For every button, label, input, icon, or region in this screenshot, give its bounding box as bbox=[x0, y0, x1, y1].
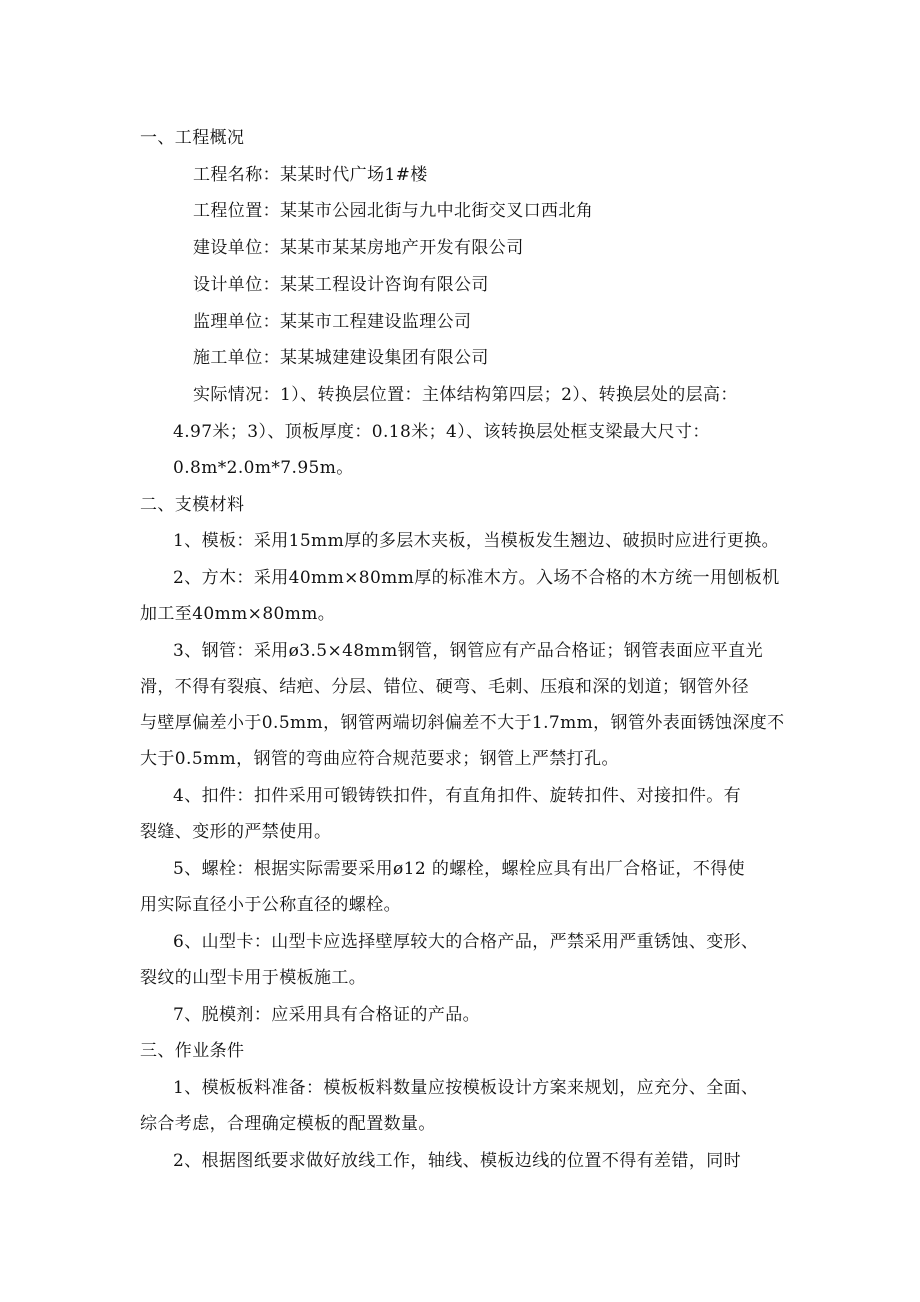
actual-situation-line-1: 实际情况：1）、转换层位置：主体结构第四层；2）、转换层处的层高： bbox=[193, 385, 738, 405]
actual-situation-line-3: 0.8m*2.0m*7.95m。 bbox=[173, 458, 354, 478]
client-unit: 建设单位：某某市某某房地产开发有限公司 bbox=[193, 238, 524, 258]
material-clamp-line-1: 6、山型卡：山型卡应选择壁厚较大的合格产品，严禁采用严重锈蚀、变形、 bbox=[173, 932, 759, 952]
project-name: 工程名称：某某时代广场1#楼 bbox=[193, 165, 428, 185]
actual-situation-line-2: 4.97米；3）、顶板厚度：0.18米；4）、该转换层处框支梁最大尺寸： bbox=[173, 422, 710, 442]
material-steel-pipe-line-2: 滑，不得有裂痕、结疤、分层、错位、硬弯、毛刺、压痕和深的划道；钢管外径 bbox=[140, 677, 749, 697]
design-unit: 设计单位：某某工程设计咨询有限公司 bbox=[193, 275, 489, 295]
supervision-unit: 监理单位：某某市工程建设监理公司 bbox=[193, 312, 472, 332]
material-timber-line-2: 加工至40mm×80mm。 bbox=[140, 604, 336, 624]
section-heading-2: 二、支模材料 bbox=[140, 495, 245, 515]
condition-formwork-prep-line-1: 1、模板板料准备：模板板料数量应按模板设计方案来规划，应充分、全面、 bbox=[173, 1078, 759, 1098]
condition-layout-line-1: 2、根据图纸要求做好放线工作，轴线、模板边线的位置不得有差错，同时 bbox=[173, 1151, 742, 1171]
material-clamp-line-2: 裂纹的山型卡用于模板施工。 bbox=[140, 968, 367, 988]
material-fastener-line-1: 4、扣件：扣件采用可锻铸铁扣件，有直角扣件、旋转扣件、对接扣件。有 bbox=[173, 786, 742, 806]
material-bolt-line-2: 用实际直径小于公称直径的螺栓。 bbox=[140, 895, 401, 915]
section-heading-3: 三、作业条件 bbox=[140, 1041, 245, 1061]
material-release-agent: 7、脱模剂：应采用具有合格证的产品。 bbox=[173, 1005, 481, 1025]
material-formwork: 1、模板：采用15mm厚的多层木夹板，当模板发生翘边、破损时应进行更换。 bbox=[173, 531, 780, 551]
material-fastener-line-2: 裂缝、变形的严禁使用。 bbox=[140, 822, 332, 842]
construction-unit: 施工单位：某某城建建设集团有限公司 bbox=[193, 348, 489, 368]
material-steel-pipe-line-4: 大于0.5mm，钢管的弯曲应符合规范要求；钢管上严禁打孔。 bbox=[140, 749, 619, 769]
section-heading-1: 一、工程概况 bbox=[140, 128, 245, 148]
project-location: 工程位置：某某市公园北街与九中北街交叉口西北角 bbox=[193, 201, 594, 221]
condition-formwork-prep-line-2: 综合考虑，合理确定模板的配置数量。 bbox=[140, 1114, 436, 1134]
material-bolt-line-1: 5、螺栓：根据实际需要采用ø12 的螺栓，螺栓应具有出厂合格证，不得使 bbox=[173, 859, 746, 879]
material-steel-pipe-line-3: 与壁厚偏差小于0.5mm，钢管两端切斜偏差不大于1.7mm，钢管外表面锈蚀深度不 bbox=[140, 713, 785, 733]
material-timber-line-1: 2、方木：采用40mm×80mm厚的标准木方。入场不合格的木方统一用刨板机 bbox=[173, 568, 780, 588]
material-steel-pipe-line-1: 3、钢管：采用ø3.5×48mm钢管，钢管应有产品合格证；钢管表面应平直光 bbox=[173, 641, 764, 661]
